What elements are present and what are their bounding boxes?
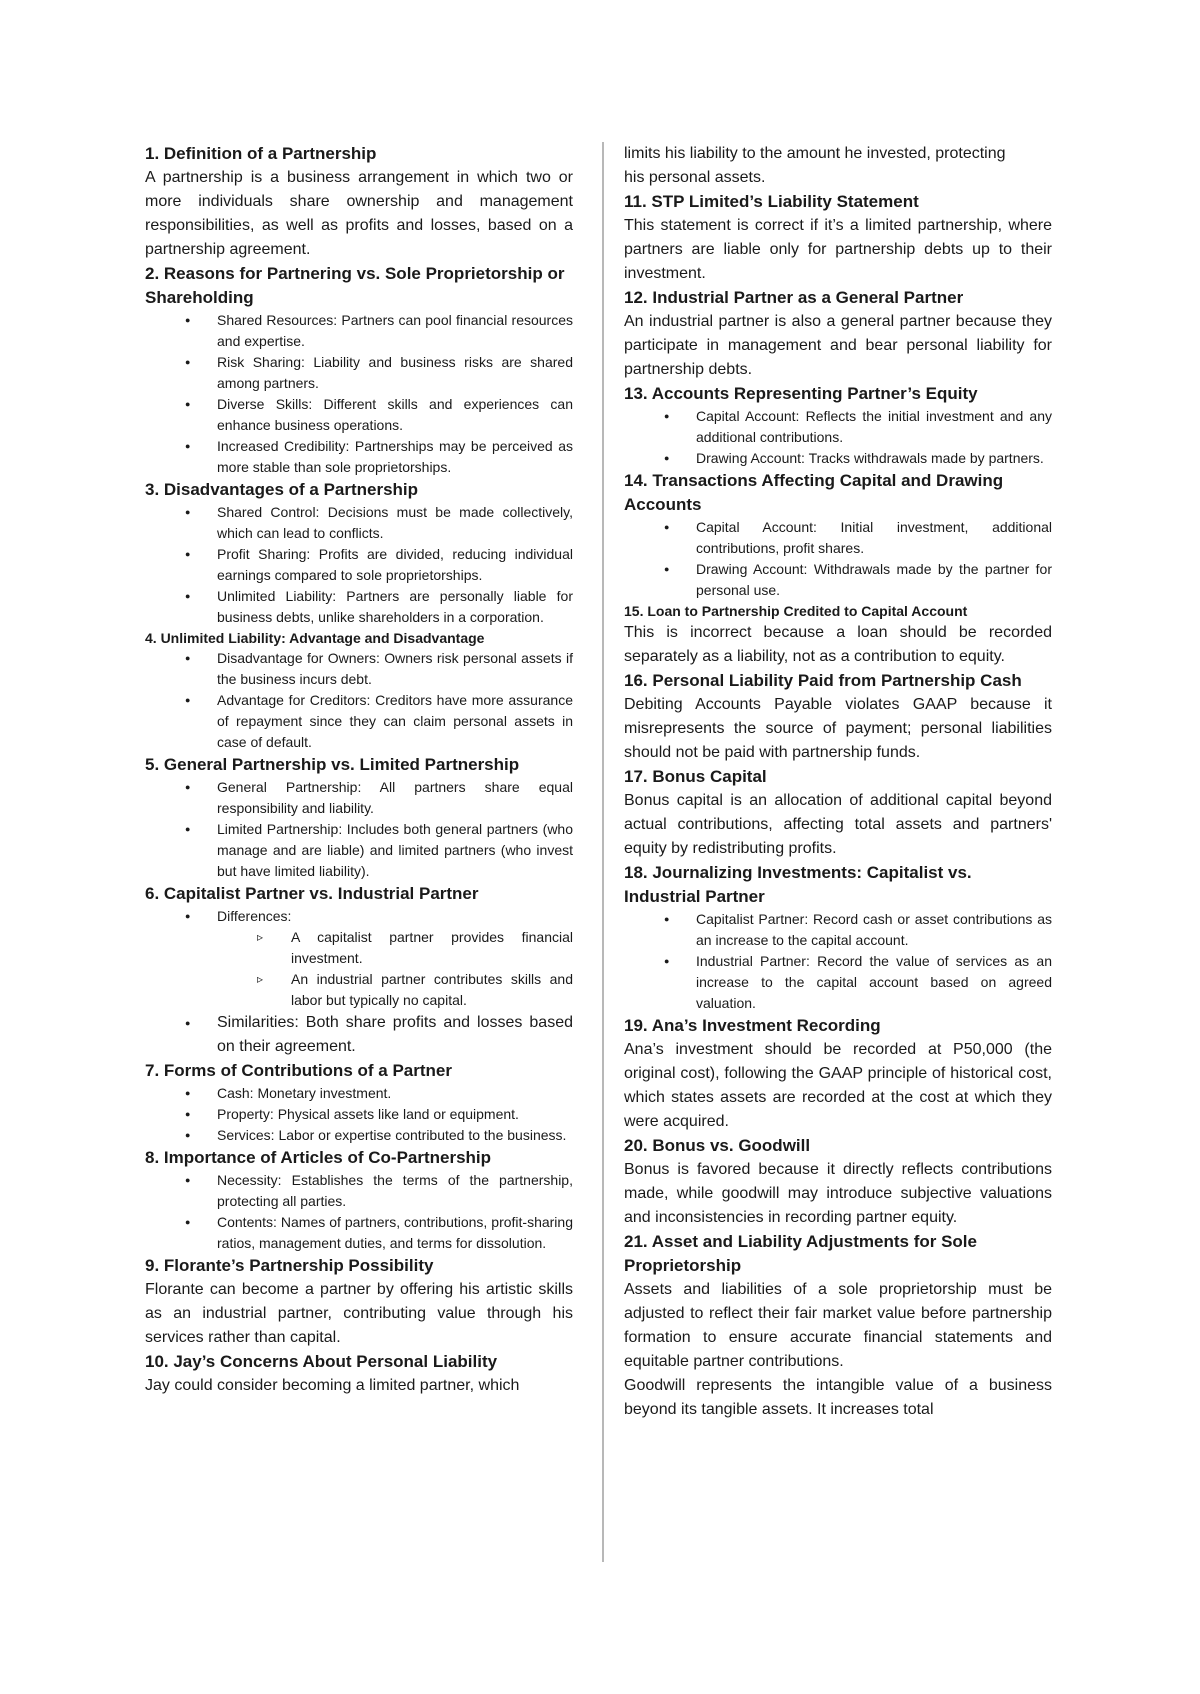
bullet-item: ● Shared Resources: Partners can pool financial resources and expertise. (145, 310, 573, 352)
section-heading: 3. Disadvantages of a Partnership (145, 480, 419, 499)
bullet-item: ● Services: Labor or expertise contributed to the business. (145, 1125, 573, 1146)
section-heading: 6. Capitalist Partner vs. Industrial Partner (145, 884, 479, 903)
paragraph: Debiting Accounts Payable violates GAAP because it misrepresents the source of payment; personal liabilities should not be paid with partnership funds. (624, 696, 1052, 761)
section-heading: 8. Importance of Articles of Co-Partnership (145, 1148, 492, 1167)
sub-bullet-list (145, 927, 573, 1011)
bullet-item: ● Increased Credibility: Partnerships may be perceived as more stable than sole proprietorships. (145, 436, 573, 478)
bullet-item: ● Necessity: Establishes the terms of the partnership, protecting all parties. (145, 1170, 573, 1212)
bullet-item: ▹ A capitalist partner provides financial investment. (145, 927, 573, 969)
paragraph: Florante can become a partner by offering his artistic skills as an industrial partner, contributing value through his services rather than capital. (145, 1281, 573, 1346)
bullet-item: ● Disadvantage for Owners: Owners risk personal assets if the business incurs debt. (145, 648, 573, 690)
bullet-list (624, 406, 1052, 469)
section-heading: 5. General Partnership vs. Limited Partnership (145, 755, 520, 774)
paragraph: Ana’s investment should be recorded at P50,000 (the original cost), following the GAAP principle of historical cost, which states assets are recorded at the cost at which they were acquired. (624, 1041, 1052, 1130)
bullet-list (145, 777, 573, 882)
paragraph: An industrial partner is also a general partner because they participate in management and bear personal liability for partnership debts. (624, 313, 1052, 378)
bullet-item: ● Capital Account: Initial investment, additional contributions, profit shares. (624, 517, 1052, 559)
bullet-item: ● Limited Partnership: Includes both general partners (who manage and are liable) and limited partners (who invest but have limited liability). (145, 819, 573, 882)
bullet-item: ● Drawing Account: Tracks withdrawals made by partners. (624, 448, 1052, 469)
bullet-item: ● Similarities: Both share profits and losses based on their agreement. (145, 1011, 573, 1059)
bullet-list (145, 648, 573, 753)
bullet-item: ● Risk Sharing: Liability and business risks are shared among partners. (145, 352, 573, 394)
paragraph: Assets and liabilities of a sole proprietorship must be adjusted to reflect their fair market value before partnership formation to ensure accurate financial statements and equitable partner contributions. (624, 1281, 1052, 1370)
section-heading: 12. Industrial Partner as a General Partner (624, 288, 964, 307)
paragraph: Goodwill represents the intangible value of a business beyond its tangible assets. It increases total (624, 1377, 1052, 1418)
paragraph: A partnership is a business arrangement in which two or more individuals share ownership and management responsibilities, as well as profits and losses, based on a partnership agreement. (145, 169, 573, 258)
bullet-item: ● Capital Account: Reflects the initial investment and any additional contributions. (624, 406, 1052, 448)
section-heading: 9. Florante’s Partnership Possibility (145, 1256, 434, 1275)
section-heading: 10. Jay’s Concerns About Personal Liability (145, 1352, 498, 1371)
bullet-list (145, 310, 573, 478)
bullet-item: ● Diverse Skills: Different skills and experiences can enhance business operations. (145, 394, 573, 436)
section-heading: 11. STP Limited’s Liability Statement (624, 192, 919, 211)
section-heading: 21. Asset and Liability Adjustments for Sole Proprietorship (624, 1232, 977, 1275)
section-heading: 1. Definition of a Partnership (145, 144, 377, 163)
section-heading: 13. Accounts Representing Partner’s Equity (624, 384, 978, 403)
bullet-list (145, 502, 573, 628)
right-column (624, 142, 1052, 1422)
paragraph: This is incorrect because a loan should be recorded separately as a liability, not as a contribution to equity. (624, 624, 1052, 665)
bullet-item: ● Capitalist Partner: Record cash or asset contributions as an increase to the capital account. (624, 909, 1052, 951)
bullet-list (624, 517, 1052, 601)
bullet-list (145, 1170, 573, 1254)
bullet-list (145, 1083, 573, 1146)
bullet-item: ● Property: Physical assets like land or equipment. (145, 1104, 573, 1125)
bullet-list (145, 906, 573, 927)
section-heading: 16. Personal Liability Paid from Partnership Cash (624, 671, 1022, 690)
paragraph: Bonus capital is an allocation of additional capital beyond actual contributions, affecting total assets and partners' equity by redistributing profits. (624, 792, 1052, 857)
paragraph: Bonus is favored because it directly reflects contributions made, while goodwill may introduce subjective valuations and inconsistencies in recording partner equity. (624, 1161, 1052, 1226)
bullet-item: ● Profit Sharing: Profits are divided, reducing individual earnings compared to sole proprietorships. (145, 544, 573, 586)
column-divider (602, 142, 604, 1562)
section-heading: 4. Unlimited Liability: Advantage and Disadvantage (145, 630, 485, 646)
bullet-item: ● Industrial Partner: Record the value of services as an increase to the capital account based on agreed valuation. (624, 951, 1052, 1014)
bullet-item: ● Differences: (145, 906, 573, 927)
section-heading: 14. Transactions Affecting Capital and Drawing Accounts (624, 471, 1004, 514)
section-heading: 18. Journalizing Investments: Capitalist vs. Industrial Partner (624, 863, 972, 906)
bullet-list (624, 909, 1052, 1014)
bullet-item: ● Drawing Account: Withdrawals made by the partner for personal use. (624, 559, 1052, 601)
paragraph: This statement is correct if it’s a limited partnership, where partners are liable only for partnership debts up to their investment. (624, 217, 1052, 282)
bullet-item: ● Cash: Monetary investment. (145, 1083, 573, 1104)
bullet-item: ● Contents: Names of partners, contributions, profit-sharing ratios, management duties, and terms for dissolution. (145, 1212, 573, 1254)
section-heading: 15. Loan to Partnership Credited to Capital Account (624, 603, 968, 619)
bullet-item: ● Advantage for Creditors: Creditors have more assurance of repayment since they can claim personal assets in case of default. (145, 690, 573, 753)
section-heading: 17. Bonus Capital (624, 767, 767, 786)
paragraph: Jay could consider becoming a limited partner, which (145, 1377, 520, 1394)
section-heading: 20. Bonus vs. Goodwill (624, 1136, 811, 1155)
bullet-list (145, 1011, 573, 1059)
section-heading: 19. Ana’s Investment Recording (624, 1016, 881, 1035)
paragraph: limits his liability to the amount he invested, protecting (624, 145, 1006, 162)
bullet-item: ● Shared Control: Decisions must be made collectively, which can lead to conflicts. (145, 502, 573, 544)
bullet-item: ● Unlimited Liability: Partners are personally liable for business debts, unlike shareholders in a corporation. (145, 586, 573, 628)
paragraph: his personal assets. (624, 169, 766, 186)
bullet-item: ● General Partnership: All partners share equal responsibility and liability. (145, 777, 573, 819)
section-heading: 7. Forms of Contributions of a Partner (145, 1061, 452, 1080)
left-column (145, 142, 573, 1398)
bullet-item: ▹ An industrial partner contributes skills and labor but typically no capital. (145, 969, 573, 1011)
section-heading: 2. Reasons for Partnering vs. Sole Proprietorship or Shareholding (145, 264, 565, 307)
